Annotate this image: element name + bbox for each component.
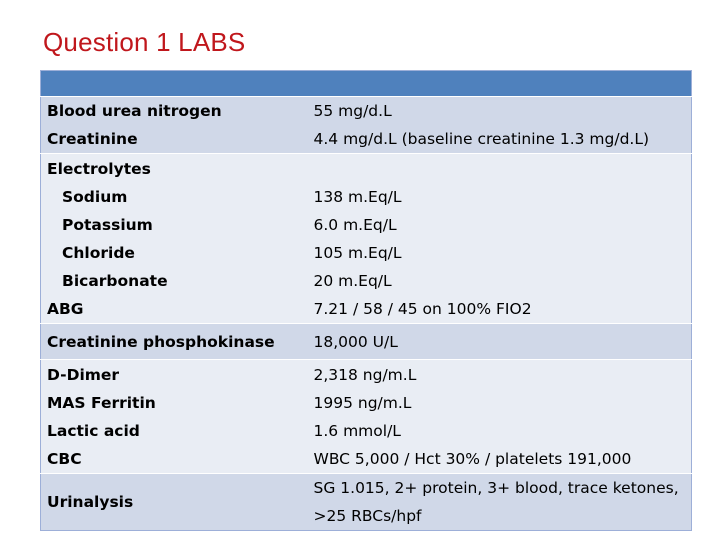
lab-value: 2,318 ng/m.L: [313, 365, 417, 384]
lab-name: Creatinine phosphokinase: [47, 332, 275, 351]
lab-value-cell: [305, 324, 692, 360]
lab-value: [314, 155, 692, 183]
table-row: [41, 324, 692, 360]
lab-name-cell: [41, 324, 305, 360]
lab-name: Creatinine: [47, 130, 138, 148]
lab-value-cell: [305, 360, 692, 474]
lab-value-cell: [305, 97, 692, 154]
lab-value: 7.21 / 58 / 45 on 100% FIO2: [313, 299, 532, 318]
lab-name-cell: [41, 97, 305, 154]
lab-value: SG 1.015, 2+ protein, 3+ blood, trace ketones,: [313, 479, 679, 497]
lab-value-cell: [305, 154, 692, 324]
lab-name-cell: [41, 474, 305, 531]
lab-name-cell: [41, 360, 305, 474]
lab-value-cell: [305, 474, 692, 531]
lab-name: Blood urea nitrogen: [47, 102, 222, 120]
lab-value: WBC 5,000 / Hct 30% / platelets 191,000: [313, 449, 632, 468]
lab-name: Sodium: [62, 187, 128, 206]
lab-value: 1.6 mmol/L: [313, 421, 401, 440]
lab-value: 4.4 mg/d.L (baseline creatinine 1.3 mg/d.L): [313, 130, 650, 148]
lab-value: 105 m.Eq/L: [313, 243, 402, 262]
lab-name: Bicarbonate: [62, 271, 168, 290]
lab-name: D-Dimer: [47, 365, 120, 384]
table-row: [41, 474, 692, 531]
lab-value: 20 m.Eq/L: [313, 271, 392, 290]
page-title: Question 1 LABS: [43, 27, 246, 57]
lab-name: Electrolytes: [47, 159, 151, 178]
lab-name: Lactic acid: [47, 421, 140, 440]
lab-value: 138 m.Eq/L: [313, 187, 402, 206]
lab-value: >25 RBCs/hpf: [313, 507, 422, 525]
table-row: [41, 97, 692, 154]
lab-name-cell: [41, 154, 305, 324]
lab-name: CBC: [47, 449, 82, 468]
lab-value: 1995 ng/m.L: [313, 393, 412, 412]
labs-table: [40, 70, 692, 531]
table-row: [41, 154, 692, 324]
lab-value: 55 mg/d.L: [313, 102, 392, 120]
table-header-cell: [41, 71, 305, 97]
lab-name: Chloride: [62, 243, 135, 262]
table-header-cell: [305, 71, 692, 97]
lab-name: MAS Ferritin: [47, 393, 156, 412]
table-header-row: [41, 71, 692, 97]
table-row: [41, 360, 692, 474]
lab-name: Potassium: [62, 215, 153, 234]
lab-name: Urinalysis: [47, 493, 134, 511]
lab-value: 18,000 U/L: [313, 332, 398, 351]
lab-value: 6.0 m.Eq/L: [313, 215, 397, 234]
lab-name: ABG: [47, 299, 84, 318]
